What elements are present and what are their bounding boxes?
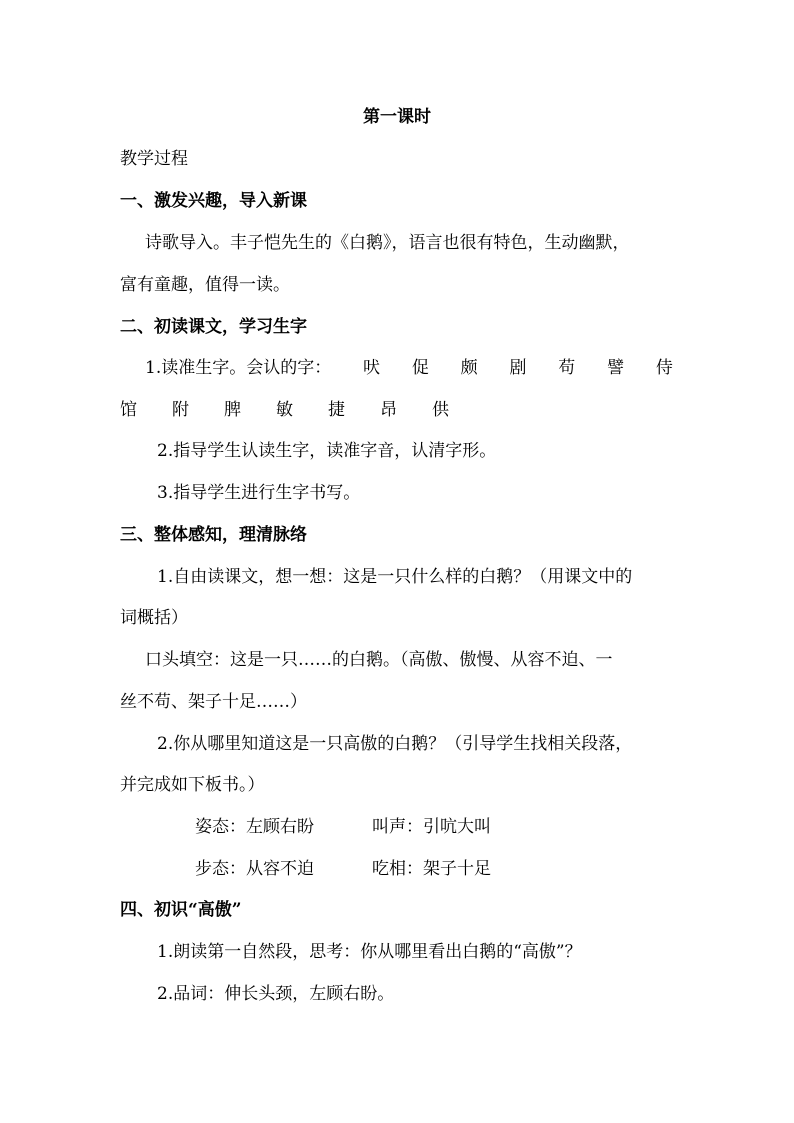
section-2-item-2: 2.指导学生认读生字，读准字音，认清字形。 [157,441,497,461]
section-3-item-1-line-1: 1.自由读课文，想一想：这是一只什么样的白鹅？（用课文中的 [157,567,633,587]
char: 敏 [276,400,293,420]
board-gait: 步态：从容不迫 [195,859,314,879]
char: 供 [432,400,449,420]
section-3-heading: 三、整体感知，理清脉络 [120,525,307,545]
char: 昂 [380,400,397,420]
new-characters-row-2 [120,398,484,422]
section-1-paragraph-line-1: 诗歌导入。丰子恺先生的《白鹅》，语言也很有特色，生动幽默， [145,233,630,253]
char: 脾 [224,400,241,420]
char: 吠 [363,358,381,378]
section-3-item-2-line-2: 并完成如下板书。） [120,775,265,795]
char: 譬 [607,358,625,378]
section-3-item-2-line-1: 2.你从哪里知道这是一只高傲的白鹅？（引导学生找相关段落， [157,734,633,754]
section-1-heading: 一、激发兴趣，导入新课 [120,191,307,211]
section-2-item-3: 3.指导学生进行生字书写。 [157,483,361,503]
section-4-heading: 四、初识“高傲” [120,900,242,920]
board-voice: 叫声：引吭大叫 [372,817,491,837]
section-2-heading: 二、初读课文，学习生字 [120,317,307,337]
section-4-item-1: 1.朗读第一自然段，思考：你从哪里看出白鹅的“高傲”？ [157,942,582,962]
char: 颇 [460,358,478,378]
new-characters-row-1 [145,356,673,380]
board-posture: 姿态：左顾右盼 [195,817,314,837]
section-label: 教学过程 [120,149,188,169]
oral-fill-line-1: 口头填空：这是一只……的白鹅。（高傲、傲慢、从容不迫、一 [145,650,613,670]
page-title: 第一课时 [363,107,431,127]
section-4-item-2: 2.品词：伸长头颈，左顾右盼。 [157,984,395,1004]
char: 苟 [558,358,576,378]
section-3-item-1-line-2: 词概括） [120,608,188,628]
char: 剧 [509,358,527,378]
char: 馆 [120,400,137,420]
section-1-paragraph-line-2: 富有童趣，值得一读。 [120,275,290,295]
char: 促 [411,358,429,378]
char: 捷 [328,400,345,420]
char: 附 [172,400,189,420]
item-1-prefix: 1.读准生字。会认的字： [145,358,332,378]
char: 侍 [655,358,673,378]
oral-fill-line-2: 丝不苟、架子十足……） [120,692,307,712]
board-eating: 吃相：架子十足 [372,859,491,879]
